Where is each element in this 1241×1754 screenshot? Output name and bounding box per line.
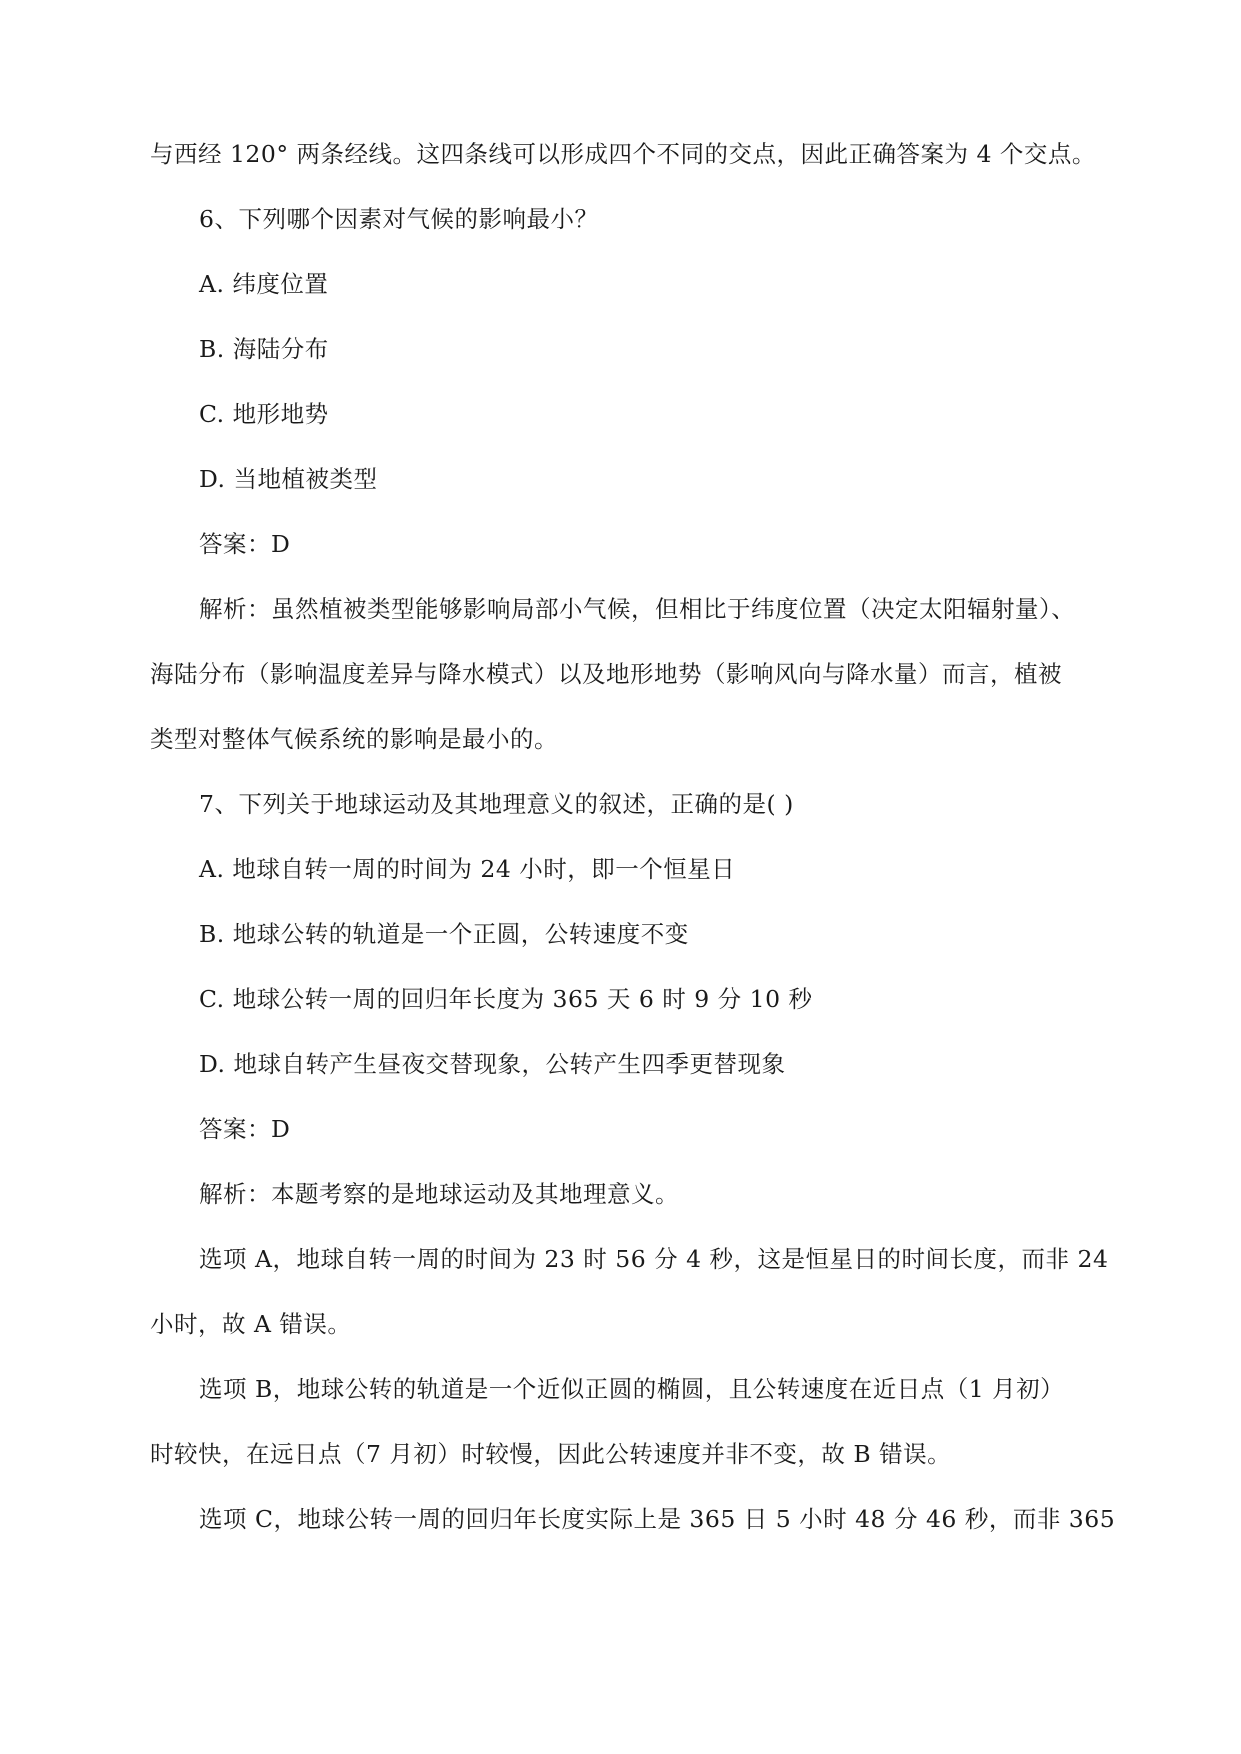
question-7-explanation-intro: 解析：本题考察的是地球运动及其地理意义。 bbox=[199, 1180, 679, 1208]
question-7-explanation-a-line-2: 小时，故 A 错误。 bbox=[150, 1310, 352, 1338]
question-7-explanation-a-line-1: 选项 A，地球自转一周的时间为 23 时 56 分 4 秒，这是恒星日的时间长度，而非 24 bbox=[199, 1245, 1109, 1273]
question-7-option-c: C. 地球公转一周的回归年长度为 365 天 6 时 9 分 10 秒 bbox=[199, 985, 813, 1013]
question-6-explanation-line-3: 类型对整体气候系统的影响是最小的。 bbox=[150, 725, 558, 753]
question-7-answer: 答案：D bbox=[199, 1115, 291, 1143]
question-7-option-a: A. 地球自转一周的时间为 24 小时，即一个恒星日 bbox=[199, 855, 736, 883]
question-7-option-b: B. 地球公转的轨道是一个正圆，公转速度不变 bbox=[199, 920, 689, 948]
question-7-explanation-b-line-1: 选项 B，地球公转的轨道是一个近似正圆的椭圆，且公转速度在近日点（1 月初） bbox=[199, 1375, 1065, 1403]
question-6-stem: 6、下列哪个因素对气候的影响最小？ bbox=[199, 205, 599, 233]
question-7-explanation-b-line-2: 时较快，在远日点（7 月初）时较慢，因此公转速度并非不变，故 B 错误。 bbox=[150, 1440, 952, 1468]
question-6-option-b: B. 海陆分布 bbox=[199, 335, 329, 363]
question-6-option-a: A. 纬度位置 bbox=[199, 270, 329, 298]
question-6-option-d: D. 当地植被类型 bbox=[199, 465, 378, 493]
question-7-stem: 7、下列关于地球运动及其地理意义的叙述，正确的是( ) bbox=[199, 790, 794, 818]
question-7-explanation-c-line-1: 选项 C，地球公转一周的回归年长度实际上是 365 日 5 小时 48 分 46 秒，而非 365 bbox=[199, 1505, 1116, 1533]
text-line-q5-explanation-end: 与西经 120° 两条经线。这四条线可以形成四个不同的交点，因此正确答案为 4 个交点。 bbox=[150, 140, 1096, 168]
question-6-explanation-line-2: 海陆分布（影响温度差异与降水模式）以及地形地势（影响风向与降水量）而言，植被 bbox=[150, 660, 1062, 688]
question-6-explanation-line-1: 解析：虽然植被类型能够影响局部小气候，但相比于纬度位置（决定太阳辐射量）、 bbox=[199, 595, 1076, 623]
question-6-answer: 答案：D bbox=[199, 530, 291, 558]
document-page bbox=[150, 138, 1116, 1535]
question-7-option-d: D. 地球自转产生昼夜交替现象，公转产生四季更替现象 bbox=[199, 1050, 786, 1078]
question-6-option-c: C. 地形地势 bbox=[199, 400, 329, 428]
